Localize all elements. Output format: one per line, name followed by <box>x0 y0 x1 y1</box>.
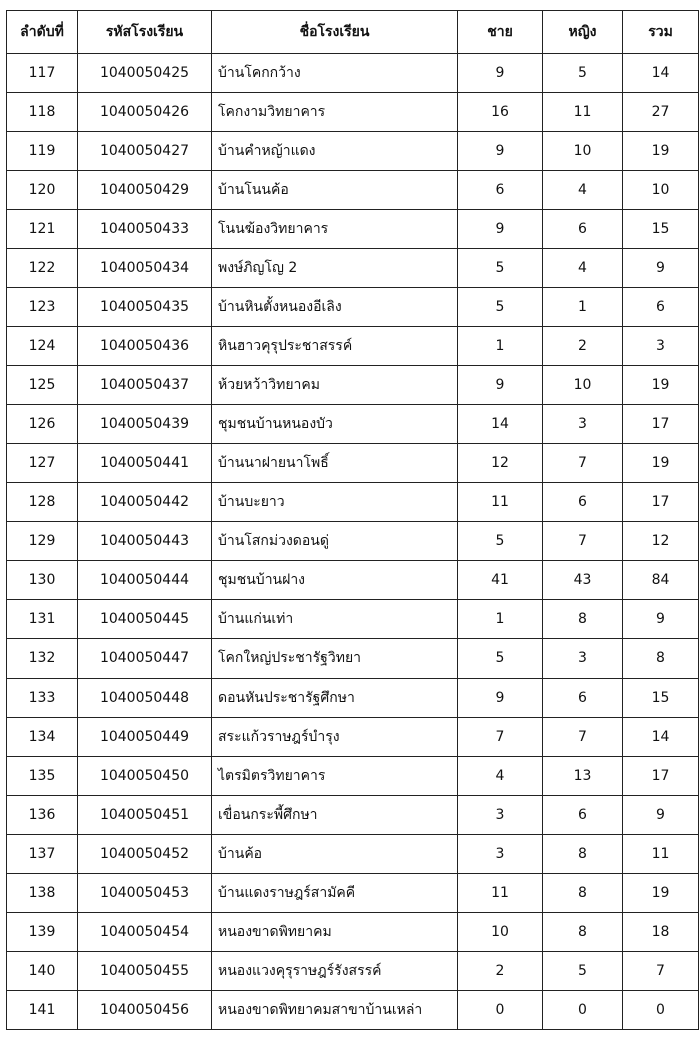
cell-total: 9 <box>623 249 699 288</box>
table-row <box>7 600 699 639</box>
cell-school-code: 1040050444 <box>78 561 212 600</box>
cell-school-name: ห้วยหว้าวิทยาคม <box>212 366 458 405</box>
cell-female: 7 <box>543 522 623 561</box>
cell-male: 7 <box>458 717 543 756</box>
table-row <box>7 639 699 678</box>
cell-no: 125 <box>7 366 78 405</box>
cell-female: 8 <box>543 912 623 951</box>
cell-female: 7 <box>543 717 623 756</box>
cell-school-name: โคกงามวิทยาคาร <box>212 93 458 132</box>
cell-female: 3 <box>543 405 623 444</box>
cell-school-code: 1040050442 <box>78 483 212 522</box>
table-row <box>7 405 699 444</box>
cell-female: 13 <box>543 756 623 795</box>
cell-school-code: 1040050433 <box>78 210 212 249</box>
cell-total: 19 <box>623 444 699 483</box>
cell-total: 14 <box>623 717 699 756</box>
cell-school-code: 1040050434 <box>78 249 212 288</box>
cell-male: 11 <box>458 483 543 522</box>
cell-female: 2 <box>543 327 623 366</box>
cell-school-code: 1040050439 <box>78 405 212 444</box>
table-row <box>7 171 699 210</box>
table-row <box>7 366 699 405</box>
cell-no: 138 <box>7 873 78 912</box>
cell-total: 19 <box>623 132 699 171</box>
cell-school-code: 1040050425 <box>78 54 212 93</box>
cell-school-name: พงษ์ภิญโญ 2 <box>212 249 458 288</box>
cell-total: 18 <box>623 912 699 951</box>
cell-male: 4 <box>458 756 543 795</box>
cell-male: 5 <box>458 288 543 327</box>
cell-no: 121 <box>7 210 78 249</box>
cell-male: 41 <box>458 561 543 600</box>
cell-female: 8 <box>543 600 623 639</box>
cell-no: 131 <box>7 600 78 639</box>
cell-school-code: 1040050427 <box>78 132 212 171</box>
cell-no: 135 <box>7 756 78 795</box>
cell-female: 6 <box>543 483 623 522</box>
cell-school-name: หินฮาวคุรุประชาสรรค์ <box>212 327 458 366</box>
cell-female: 43 <box>543 561 623 600</box>
cell-no: 119 <box>7 132 78 171</box>
table-row <box>7 912 699 951</box>
header-school-code: รหัสโรงเรียน <box>78 11 212 54</box>
cell-male: 0 <box>458 990 543 1029</box>
cell-no: 123 <box>7 288 78 327</box>
cell-no: 127 <box>7 444 78 483</box>
cell-female: 10 <box>543 132 623 171</box>
cell-female: 10 <box>543 366 623 405</box>
cell-school-name: บ้านค้อ <box>212 834 458 873</box>
cell-no: 137 <box>7 834 78 873</box>
table-row <box>7 210 699 249</box>
cell-total: 11 <box>623 834 699 873</box>
cell-no: 124 <box>7 327 78 366</box>
cell-female: 8 <box>543 873 623 912</box>
cell-school-code: 1040050435 <box>78 288 212 327</box>
cell-male: 2 <box>458 951 543 990</box>
cell-female: 7 <box>543 444 623 483</box>
cell-school-name: สระแก้วราษฎร์บำรุง <box>212 717 458 756</box>
cell-total: 7 <box>623 951 699 990</box>
table-row <box>7 717 699 756</box>
cell-female: 4 <box>543 171 623 210</box>
cell-school-code: 1040050447 <box>78 639 212 678</box>
cell-female: 6 <box>543 795 623 834</box>
cell-female: 5 <box>543 54 623 93</box>
cell-male: 5 <box>458 522 543 561</box>
table-row <box>7 990 699 1029</box>
cell-school-code: 1040050452 <box>78 834 212 873</box>
cell-total: 17 <box>623 483 699 522</box>
cell-no: 134 <box>7 717 78 756</box>
cell-school-code: 1040050445 <box>78 600 212 639</box>
cell-male: 5 <box>458 639 543 678</box>
table-body <box>7 54 699 1030</box>
cell-no: 118 <box>7 93 78 132</box>
table-row <box>7 873 699 912</box>
table-row <box>7 444 699 483</box>
header-total: รวม <box>623 11 699 54</box>
cell-no: 117 <box>7 54 78 93</box>
cell-no: 129 <box>7 522 78 561</box>
cell-male: 12 <box>458 444 543 483</box>
cell-school-name: บ้านโสกม่วงดอนดู่ <box>212 522 458 561</box>
cell-school-name: บ้านโนนค้อ <box>212 171 458 210</box>
cell-female: 5 <box>543 951 623 990</box>
cell-school-name: บ้านคำหญ้าแดง <box>212 132 458 171</box>
cell-total: 15 <box>623 210 699 249</box>
cell-no: 133 <box>7 678 78 717</box>
cell-school-name: ดอนหันประชารัฐศึกษา <box>212 678 458 717</box>
cell-school-name: เขื่อนกระพี้ศึกษา <box>212 795 458 834</box>
table-row <box>7 288 699 327</box>
cell-total: 9 <box>623 600 699 639</box>
cell-male: 1 <box>458 327 543 366</box>
header-no: ลำดับที่ <box>7 11 78 54</box>
cell-female: 3 <box>543 639 623 678</box>
cell-male: 3 <box>458 834 543 873</box>
cell-no: 136 <box>7 795 78 834</box>
cell-male: 9 <box>458 366 543 405</box>
table-row <box>7 678 699 717</box>
table-row <box>7 522 699 561</box>
cell-school-code: 1040050456 <box>78 990 212 1029</box>
cell-school-name: บ้านแดงราษฎร์สามัคคี <box>212 873 458 912</box>
cell-male: 9 <box>458 210 543 249</box>
cell-school-name: หนองขาดพิทยาคม <box>212 912 458 951</box>
cell-male: 10 <box>458 912 543 951</box>
cell-school-code: 1040050449 <box>78 717 212 756</box>
cell-total: 27 <box>623 93 699 132</box>
cell-total: 17 <box>623 405 699 444</box>
cell-total: 84 <box>623 561 699 600</box>
table-header-row <box>7 11 699 54</box>
cell-no: 141 <box>7 990 78 1029</box>
cell-no: 130 <box>7 561 78 600</box>
cell-total: 17 <box>623 756 699 795</box>
cell-no: 132 <box>7 639 78 678</box>
cell-total: 10 <box>623 171 699 210</box>
cell-school-name: โคกใหญ่ประชารัฐวิทยา <box>212 639 458 678</box>
cell-no: 122 <box>7 249 78 288</box>
cell-school-name: บ้านนาฝายนาโพธิ์ <box>212 444 458 483</box>
cell-male: 3 <box>458 795 543 834</box>
cell-male: 9 <box>458 132 543 171</box>
cell-female: 6 <box>543 210 623 249</box>
table-row <box>7 327 699 366</box>
cell-total: 3 <box>623 327 699 366</box>
cell-school-code: 1040050443 <box>78 522 212 561</box>
cell-male: 14 <box>458 405 543 444</box>
cell-no: 120 <box>7 171 78 210</box>
cell-male: 5 <box>458 249 543 288</box>
table-row <box>7 834 699 873</box>
cell-male: 1 <box>458 600 543 639</box>
cell-no: 128 <box>7 483 78 522</box>
header-male: ชาย <box>458 11 543 54</box>
cell-school-name: หนองแวงคุรุราษฎร์รังสรรค์ <box>212 951 458 990</box>
cell-total: 9 <box>623 795 699 834</box>
table-row <box>7 132 699 171</box>
header-female: หญิง <box>543 11 623 54</box>
cell-school-name: โนนฆ้องวิทยาคาร <box>212 210 458 249</box>
school-student-table <box>6 10 699 1030</box>
cell-school-name: บ้านโคกกว้าง <box>212 54 458 93</box>
cell-male: 6 <box>458 171 543 210</box>
cell-school-code: 1040050448 <box>78 678 212 717</box>
cell-female: 0 <box>543 990 623 1029</box>
cell-school-name: บ้านบะยาว <box>212 483 458 522</box>
cell-school-name: ชุมชนบ้านหนองบัว <box>212 405 458 444</box>
header-school-name: ชื่อโรงเรียน <box>212 11 458 54</box>
cell-male: 9 <box>458 54 543 93</box>
cell-total: 12 <box>623 522 699 561</box>
table-row <box>7 483 699 522</box>
cell-male: 11 <box>458 873 543 912</box>
cell-female: 1 <box>543 288 623 327</box>
cell-total: 19 <box>623 366 699 405</box>
cell-school-code: 1040050437 <box>78 366 212 405</box>
cell-school-code: 1040050455 <box>78 951 212 990</box>
cell-school-name: ไตรมิตรวิทยาคาร <box>212 756 458 795</box>
cell-school-code: 1040050451 <box>78 795 212 834</box>
table-row <box>7 795 699 834</box>
cell-no: 140 <box>7 951 78 990</box>
cell-school-code: 1040050436 <box>78 327 212 366</box>
cell-total: 14 <box>623 54 699 93</box>
table-row <box>7 756 699 795</box>
cell-school-code: 1040050426 <box>78 93 212 132</box>
table-row <box>7 93 699 132</box>
cell-male: 16 <box>458 93 543 132</box>
cell-school-code: 1040050450 <box>78 756 212 795</box>
cell-total: 0 <box>623 990 699 1029</box>
table-row <box>7 951 699 990</box>
cell-female: 4 <box>543 249 623 288</box>
cell-school-code: 1040050441 <box>78 444 212 483</box>
cell-female: 11 <box>543 93 623 132</box>
cell-male: 9 <box>458 678 543 717</box>
cell-school-name: บ้านแก่นเท่า <box>212 600 458 639</box>
cell-total: 6 <box>623 288 699 327</box>
table-row <box>7 54 699 93</box>
cell-total: 19 <box>623 873 699 912</box>
cell-female: 6 <box>543 678 623 717</box>
table-row <box>7 249 699 288</box>
cell-no: 126 <box>7 405 78 444</box>
cell-school-code: 1040050454 <box>78 912 212 951</box>
cell-total: 8 <box>623 639 699 678</box>
cell-school-name: หนองขาดพิทยาคมสาขาบ้านเหล่า <box>212 990 458 1029</box>
cell-school-name: บ้านหินตั้งหนองอีเลิง <box>212 288 458 327</box>
cell-school-name: ชุมชนบ้านฝาง <box>212 561 458 600</box>
cell-school-code: 1040050453 <box>78 873 212 912</box>
cell-school-code: 1040050429 <box>78 171 212 210</box>
table-row <box>7 561 699 600</box>
cell-total: 15 <box>623 678 699 717</box>
cell-female: 8 <box>543 834 623 873</box>
cell-no: 139 <box>7 912 78 951</box>
